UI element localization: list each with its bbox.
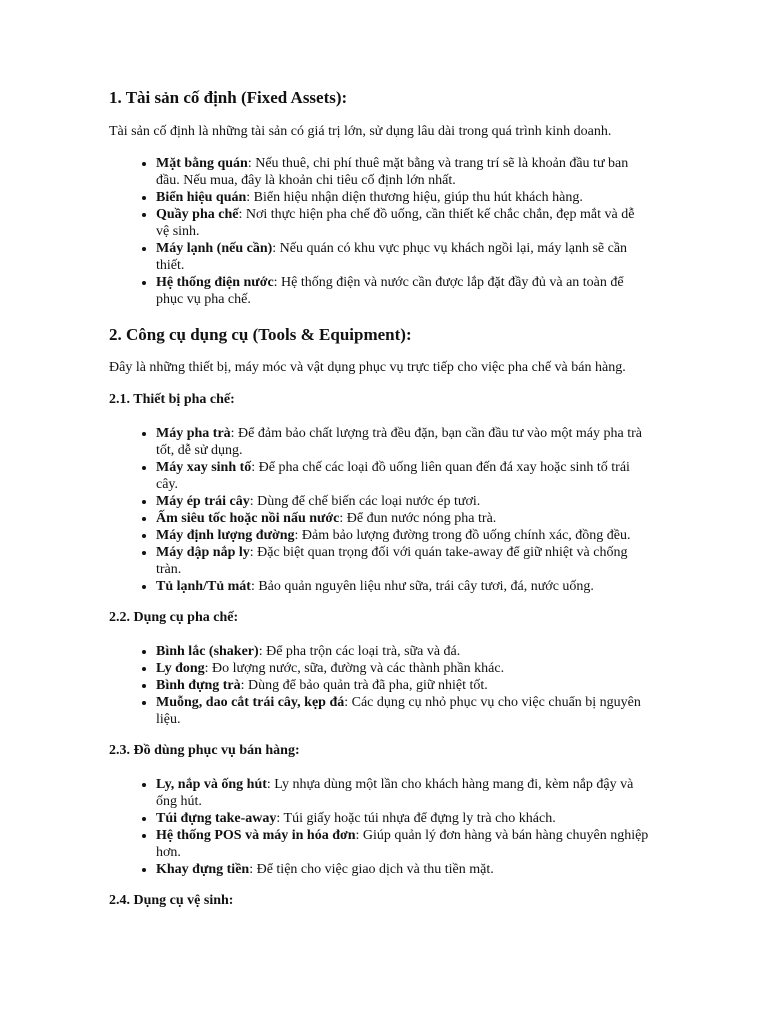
item-term: Máy pha trà: [156, 426, 231, 441]
section-2-3-heading: 2.3. Đồ dùng phục vụ bán hàng:: [109, 743, 300, 758]
item-term: Bình lắc (shaker): [156, 644, 259, 659]
item-description: : Đặc biệt quan trọng đối với quán take-away để giữ nhiệt và chống tràn.: [156, 545, 628, 577]
item-description: : Túi giấy hoặc túi nhựa để đựng ly trà cho khách.: [276, 811, 556, 826]
list-item: [156, 274, 649, 308]
section-2-heading: 2. Công cụ dụng cụ (Tools & Equipment):: [109, 325, 412, 344]
list-item: [156, 861, 649, 878]
list-item: [156, 578, 649, 595]
list-item: [156, 810, 649, 827]
section-2-1-heading: 2.1. Thiết bị pha chế:: [109, 392, 235, 407]
list-item: [156, 459, 649, 493]
item-term: Biển hiệu quán: [156, 190, 247, 205]
item-term: Máy lạnh (nếu cần): [156, 241, 273, 256]
item-description: : Ly nhựa dùng một lần cho khách hàng mang đi, kèm nắp đậy và ống hút.: [156, 777, 634, 809]
list-item: [156, 189, 649, 206]
item-description: : Hệ thống điện và nước cần được lắp đặt đầy đủ và an toàn để phục vụ pha chế.: [156, 275, 624, 307]
list-item: [156, 660, 649, 677]
list-item: [156, 510, 649, 527]
item-description: : Đảm bảo lượng đường trong đồ uống chính xác, đồng đều.: [294, 528, 631, 543]
item-description: : Nếu thuê, chi phí thuê mặt bằng và trang trí sẽ là khoản đầu tư ban đầu. Nếu mua, đây là khoản chi tiêu cố định lớn nhất.: [156, 156, 629, 188]
item-description: : Biển hiệu nhận diện thương hiệu, giúp thu hút khách hàng.: [246, 190, 583, 205]
item-term: Muỗng, dao cắt trái cây, kẹp đá: [156, 695, 345, 710]
item-term: Ly, nắp và ống hút: [156, 777, 267, 792]
section-2-2-heading: 2.2. Dụng cụ pha chế:: [109, 610, 239, 625]
item-description: : Để pha trộn các loại trà, sữa và đá.: [258, 644, 461, 659]
list-item: [156, 240, 649, 274]
section-2-intro: Đây là những thiết bị, máy móc và vật dụng phục vụ trực tiếp cho việc pha chế và bán hàng.: [109, 360, 626, 375]
section-1-intro: Tài sản cố định là những tài sản có giá trị lớn, sử dụng lâu dài trong quá trình kinh doanh.: [109, 124, 612, 139]
fixed-assets-list: [109, 155, 649, 308]
item-description: : Bảo quản nguyên liệu như sữa, trái cây tươi, đá, nước uống.: [250, 579, 594, 594]
item-term: Máy xay sinh tố: [156, 460, 252, 475]
item-term: Tủ lạnh/Tủ mát: [156, 579, 251, 594]
list-item: [156, 527, 649, 544]
sales-supplies-list: [109, 776, 649, 878]
brewing-tools-list: [109, 643, 649, 728]
item-description: : Để đảm bảo chất lượng trà đều đặn, bạn cần đầu tư vào một máy pha trà tốt, dễ sử dụng.: [156, 426, 643, 458]
list-item: [156, 206, 649, 240]
item-term: Máy ép trái cây: [156, 494, 250, 509]
list-item: [156, 544, 649, 578]
list-item: [156, 677, 649, 694]
list-item: [156, 493, 649, 510]
item-description: : Dùng để bảo quản trà đã pha, giữ nhiệt tốt.: [240, 678, 488, 693]
item-term: Hệ thống điện nước: [156, 275, 274, 290]
item-description: : Giúp quản lý đơn hàng và bán hàng chuyên nghiệp hơn.: [156, 828, 649, 860]
item-description: : Nơi thực hiện pha chế đồ uống, cần thiết kế chắc chắn, đẹp mắt và dễ vệ sinh.: [156, 207, 635, 239]
list-item: [156, 643, 649, 660]
item-term: Ấm siêu tốc hoặc nồi nấu nước: [156, 511, 340, 526]
item-term: Máy dập nắp ly: [156, 545, 250, 560]
item-description: : Dùng để chế biến các loại nước ép tươi.: [249, 494, 481, 509]
item-term: Ly đong: [156, 661, 205, 676]
item-term: Máy định lượng đường: [156, 528, 295, 543]
item-description: : Để tiện cho việc giao dịch và thu tiền mặt.: [249, 862, 494, 877]
item-term: Túi đựng take-away: [156, 811, 277, 826]
item-description: : Nếu quán có khu vực phục vụ khách ngồi lại, máy lạnh sẽ cần thiết.: [156, 241, 628, 273]
list-item: [156, 776, 649, 810]
brewing-equipment-list: [109, 425, 649, 595]
item-description: : Để pha chế các loại đồ uống liên quan đến đá xay hoặc sinh tố trái cây.: [156, 460, 630, 492]
section-1-heading: 1. Tài sản cố định (Fixed Assets):: [109, 88, 348, 107]
list-item: [156, 155, 649, 189]
item-description: : Các dụng cụ nhỏ phục vụ cho việc chuẩn bị nguyên liệu.: [156, 695, 641, 727]
item-description: : Để đun nước nóng pha trà.: [339, 511, 497, 526]
item-term: Mặt bằng quán: [156, 156, 248, 171]
item-term: Hệ thống POS và máy in hóa đơn: [156, 828, 356, 843]
section-2-4-heading: 2.4. Dụng cụ vệ sinh:: [109, 893, 234, 908]
item-term: Khay đựng tiền: [156, 862, 250, 877]
list-item: [156, 827, 649, 861]
item-term: Bình đựng trà: [156, 678, 241, 693]
item-term: Quầy pha chế: [156, 207, 239, 222]
list-item: [156, 425, 649, 459]
list-item: [156, 694, 649, 728]
item-description: : Đo lượng nước, sữa, đường và các thành phần khác.: [204, 661, 505, 676]
